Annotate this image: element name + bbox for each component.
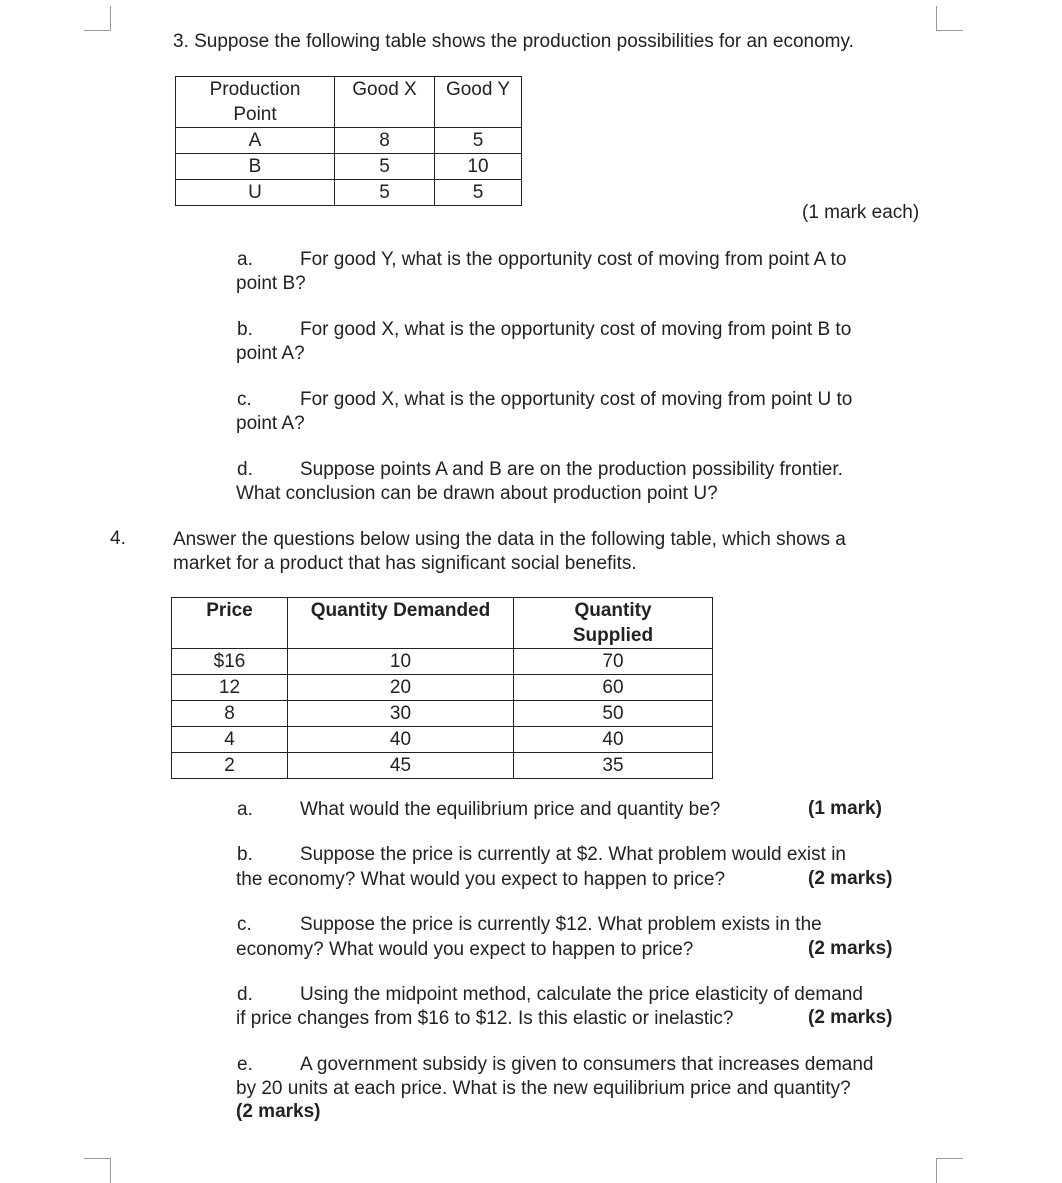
table-cell: 40	[288, 727, 514, 753]
q3c-label: c.	[237, 389, 252, 410]
table-cell: 4	[172, 727, 288, 753]
q4e-label: e.	[237, 1054, 253, 1075]
table-cell: 8	[335, 128, 435, 154]
table-cell: 30	[288, 701, 514, 727]
q3b-text-line1: For good X, what is the opportunity cost of moving from point B to	[300, 319, 852, 340]
table-cell: 10	[288, 649, 514, 675]
table-row	[172, 727, 713, 753]
q4c-label: c.	[237, 914, 252, 935]
q3a-text-line2: point B?	[236, 273, 306, 294]
table-cell: B	[176, 154, 335, 180]
q4d-text-line2: if price changes from $16 to $12. Is this elastic or inelastic?	[236, 1008, 734, 1029]
q4d-text-line1: Using the midpoint method, calculate the price elasticity of demand	[300, 984, 863, 1005]
q4b-text-line1: Suppose the price is currently at $2. What problem would exist in	[300, 844, 846, 865]
table-cell: $16	[172, 649, 288, 675]
q4-intro-line2: market for a product that has significant social benefits.	[173, 553, 637, 574]
q3-heading: 3. Suppose the following table shows the production possibilities for an economy.	[173, 31, 854, 52]
market-table	[171, 597, 713, 779]
q4a-mark: (1 mark)	[808, 798, 882, 819]
q3b-label: b.	[237, 319, 253, 340]
q3a-text-line1: For good Y, what is the opportunity cost of moving from point A to	[300, 249, 847, 270]
table-row	[176, 154, 522, 180]
q4c-text-line2: economy? What would you expect to happen to price?	[236, 939, 694, 960]
table-cell: 2	[172, 753, 288, 779]
table-cell: 35	[514, 753, 713, 779]
table-cell: 5	[335, 154, 435, 180]
q4c-text-line1: Suppose the price is currently $12. What problem exists in the	[300, 914, 822, 935]
table-cell: 8	[172, 701, 288, 727]
table-row	[172, 701, 713, 727]
header-good-x: Good X	[335, 77, 435, 128]
crop-mark-bottom-right	[936, 1158, 963, 1183]
table-cell: 40	[514, 727, 713, 753]
header-price: Price	[172, 598, 288, 649]
table-row	[172, 649, 713, 675]
crop-mark-bottom-left	[84, 1158, 111, 1183]
table-cell: 45	[288, 753, 514, 779]
table-row	[172, 675, 713, 701]
header-quantity-supplied: Quantity Supplied	[514, 598, 713, 649]
table-cell: 5	[335, 180, 435, 206]
q3d-text-line1: Suppose points A and B are on the production possibility frontier.	[300, 459, 843, 480]
table-cell: 5	[435, 180, 522, 206]
q4d-label: d.	[237, 984, 253, 1005]
q3c-text-line2: point A?	[236, 413, 305, 434]
crop-mark-top-right	[936, 6, 963, 31]
table-cell: 12	[172, 675, 288, 701]
q4e-text-line2: by 20 units at each price. What is the new equilibrium price and quantity?	[236, 1078, 851, 1099]
q3-marks-note: (1 mark each)	[802, 202, 920, 223]
q3d-label: d.	[237, 459, 253, 480]
q4d-mark: (2 marks)	[808, 1007, 893, 1028]
q3a-label: a.	[237, 249, 253, 270]
table-cell: 60	[514, 675, 713, 701]
q4c-mark: (2 marks)	[808, 938, 893, 959]
table-row	[176, 128, 522, 154]
q4a-label: a.	[237, 799, 253, 820]
q4-number: 4.	[110, 528, 126, 549]
table-header-row	[172, 598, 713, 649]
table-header-row	[176, 77, 522, 128]
table-cell: A	[176, 128, 335, 154]
q4b-mark: (2 marks)	[808, 868, 893, 889]
table-cell: 10	[435, 154, 522, 180]
q3d-text-line2: What conclusion can be drawn about production point U?	[236, 483, 718, 504]
table-cell: 20	[288, 675, 514, 701]
table-cell: 50	[514, 701, 713, 727]
q3b-text-line2: point A?	[236, 343, 305, 364]
header-good-y: Good Y	[435, 77, 522, 128]
q4a-text-line1: What would the equilibrium price and quantity be?	[300, 799, 721, 820]
table-row	[172, 753, 713, 779]
crop-mark-top-left	[84, 6, 111, 31]
q4b-label: b.	[237, 844, 253, 865]
q3c-text-line1: For good X, what is the opportunity cost of moving from point U to	[300, 389, 853, 410]
table-cell: 70	[514, 649, 713, 675]
header-production-point: Production Point	[176, 77, 335, 128]
table-row	[176, 180, 522, 206]
q4-intro-line1: Answer the questions below using the data in the following table, which shows a	[173, 529, 846, 550]
table-cell: 5	[435, 128, 522, 154]
q4e-mark: (2 marks)	[236, 1101, 321, 1122]
header-quantity-demanded: Quantity Demanded	[288, 598, 514, 649]
q4b-text-line2: the economy? What would you expect to happen to price?	[236, 869, 726, 890]
q4e-text-line1: A government subsidy is given to consumers that increases demand	[300, 1054, 874, 1075]
table-cell: U	[176, 180, 335, 206]
production-possibilities-table	[175, 76, 522, 206]
